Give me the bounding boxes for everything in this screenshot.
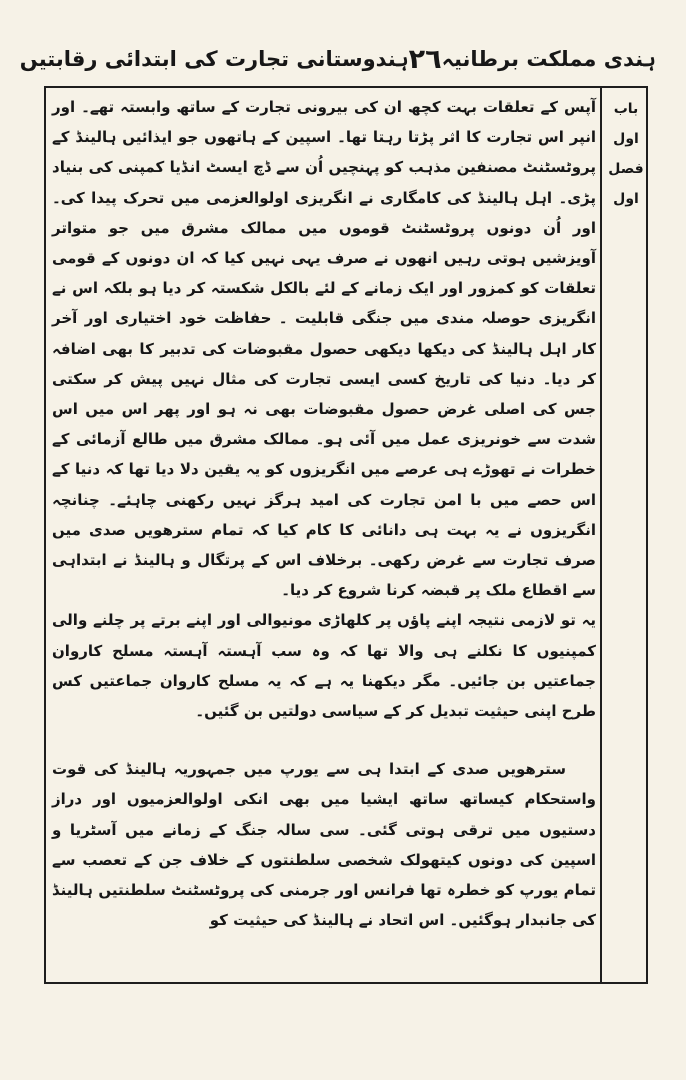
running-title-left: ہندوستانی تجارت کی ابتدائی رقابتیں [19, 47, 409, 71]
page-number: ٢٦ [408, 43, 442, 75]
running-title-right: ہندی مملکت برطانیہ [441, 47, 656, 71]
page-header [19, 38, 656, 80]
paragraph: سترھویں صدی کے ابتدا ہی سے یورپ میں جمہوریہ ہالینڈ کی قوت واستحکام کیساتھ ساتھ ایشیا میں بھی انکی اولوالعزمیوں اور دراز دستیوں میں ترقی ہوتی گئی۔ سی سالہ جنگ کے زمانے میں آسٹریا و اسپین کی دونوں کیتھولک شخصی سلطنتوں کے خلاف جن کے تعصب سے تمام یورپ کو خطرہ تھا فرانس اور جرمنی کی پروٹسٹنٹ سلطنتیں ہالینڈ کی جانبدار ہوگئیں۔ اس اتحاد نے ہالینڈ کی حیثیت کو [52, 760, 596, 930]
chapter-label: باب اول [613, 101, 639, 147]
paragraph: آپس کے تعلقات بہت کچھ ان کی بیرونی تجارت کے ساتھ وابستہ تھے۔ اور انپر اس تجارت کا اثر پڑتا رہتا تھا۔ اسپین کے ہاتھوں جو ایذائیں ہالینڈ کے پروٹسٹنٹ مصنفین مذہب کو پہنچیں اُن سے ڈچ ایسٹ انڈیا کمپنی کی بنیاد پڑی۔ اہل ہالینڈ کی کامگاری نے انگریزی اولوالعزمی میں تحرک پیدا کی۔ اور اُن دونوں پروٹسٹنٹ قوموں میں ممالک مشرق میں جو متواتر آویزشیں ہوتی رہیں انھوں نے صرف یہی نہیں کیا کہ ان دونوں کے قومی تعلقات کو کمزور اور ایک زمانے کے لئے بالکل شکستہ کر دیا ہو بلکہ اس نے انگریزی حوصلہ مندی میں جنگی قابلیت ۔ حفاظت خود اختیاری اور آخر کار اہل ہالینڈ کی دیکھا دیکھی حصول مقبوضات کی تدبیر کا بھی اضافہ کر دیا۔ دنیا کی تاریخ کسی ایسی تجارت کی مثال نہیں پیش کر سکتی جس کی اصلی غرض حصول مقبوضات بھی نہ ہو اور پھر اس میں اس شدت سے خونریزی عمل میں آئی ہو۔ ممالک مشرق میں طالع آزمائی کے خطرات نے تھوڑے ہی عرصے میں انگریزوں کو یہ یقین دلا دیا تھا کہ دنیا کے اس حصے میں با امن تجارت کی امید ہرگز نہیں رکھنی چاہئے۔ چنانچہ انگریزوں نے یہ بہت ہی دانائی کا کام کیا کہ تمام سترھویں صدی میں صرف تجارت سے غرض رکھی۔ برخلاف اس کے پرتگال و ہالینڈ نے ابتداہی سے اقطاع ملک پر قبضہ کرنا شروع کر دیا۔ [52, 98, 596, 600]
margin-note [606, 94, 646, 214]
section-label: فصل اول [608, 161, 644, 207]
main-text [52, 92, 596, 935]
paragraph: یہ تو لازمی نتیجہ اپنے پاؤں پر کلھاڑی مونیوالی اور اپنے برتے پر چلنے والی کمپنیوں کا نکلنے ہی والا تھا کہ وہ سب آہستہ آہستہ مسلح کاروان جماعتیں بن جائیں۔ مگر دیکھنا یہ ہے کہ یہ مسلح کاروان جماعتیں کس طرح اپنی حیثیت تبدیل کر کے سیاسی دولتیں بن گئیں۔ [52, 611, 596, 721]
